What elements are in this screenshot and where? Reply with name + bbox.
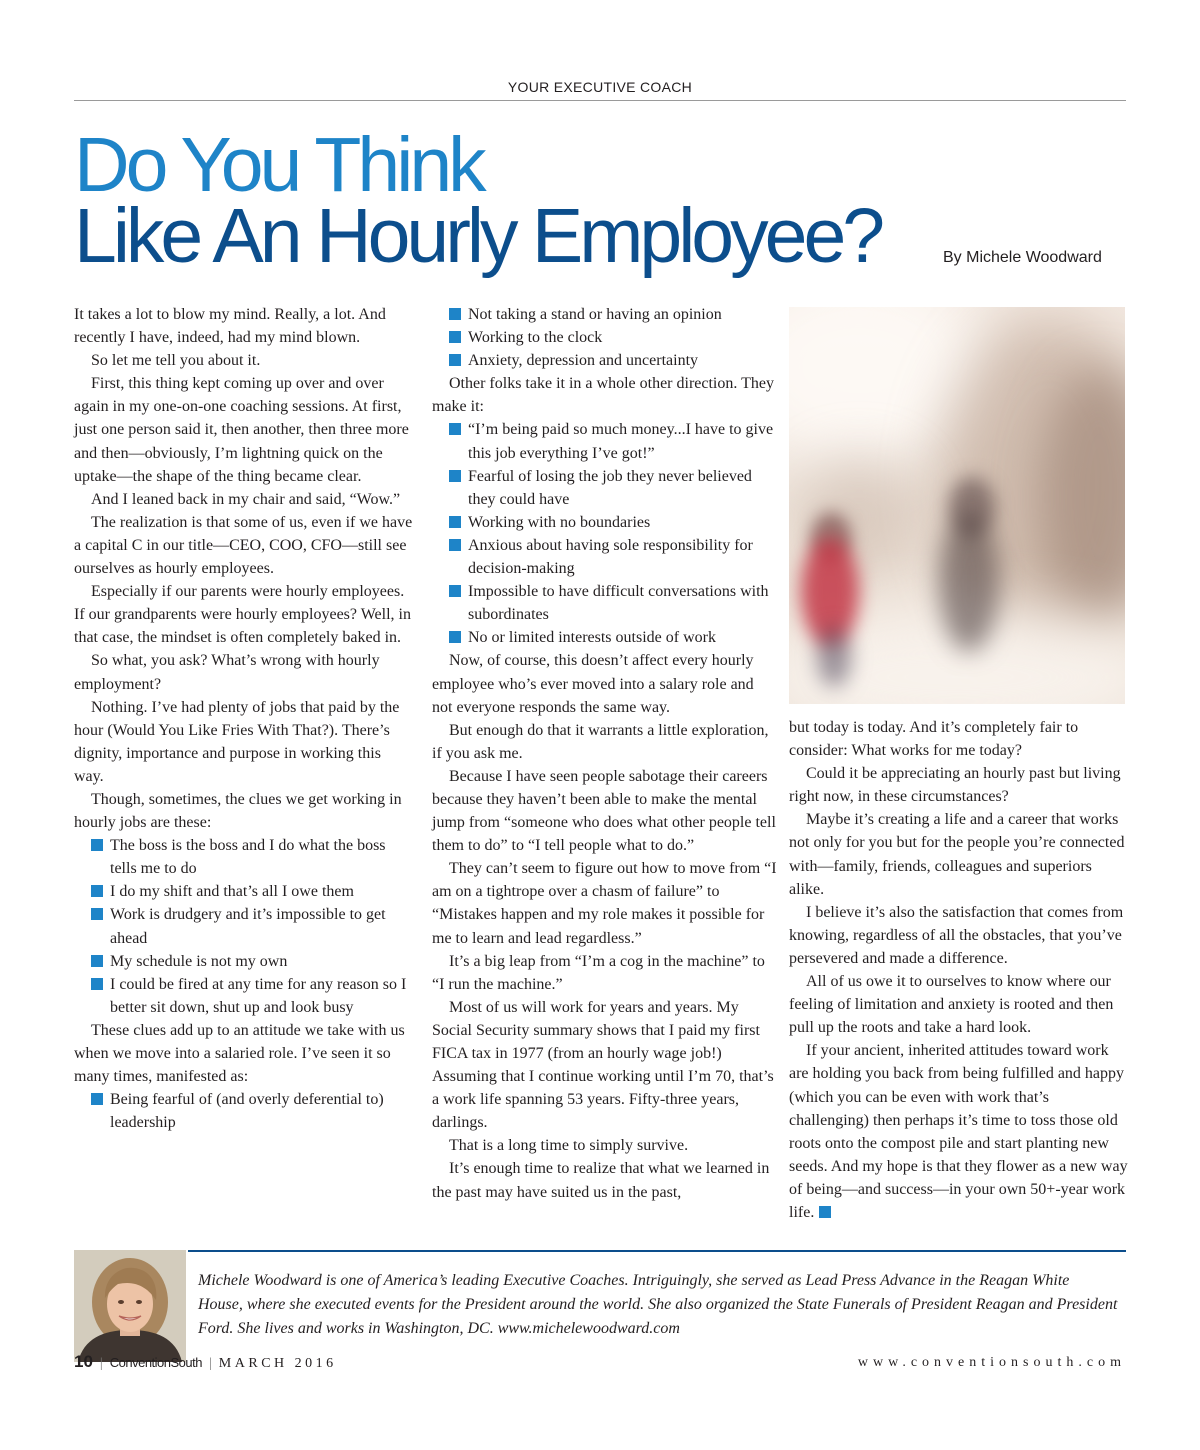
list-item: Work is drudgery and it’s impossible to get ahead [74,903,414,949]
paragraph: It’s enough time to realize that what we learned in the past may have suited us in the past, [432,1160,770,1201]
paragraph: Especially if our parents were hourly employees. If our grandparents were hourly employees? Well, in that case, the mindset is often completely baked in. [74,583,411,647]
website-link[interactable]: www.conventionsouth.com [857,1355,1126,1370]
paragraph: So what, you ask? What’s wrong with hourly employment? [74,652,380,693]
footer-left [74,1352,337,1372]
paragraph: And I leaned back in my chair and said, “Wow.” [91,490,401,508]
paragraph: Now, of course, this doesn’t affect every hourly employee who’s ever moved into a salary role and not everyone responds the same way. [432,652,754,716]
street-photo [789,307,1125,704]
paragraph: Other folks take it in a whole other direction. They make it: [432,375,774,416]
paragraph: The realization is that some of us, even if we have a capital C in our title—CEO, COO, CFO—still see ourselves as hourly employees. [74,513,413,578]
issue-date: MARCH 2016 [218,1356,337,1371]
list-item: Working with no boundaries [432,511,777,534]
list-item: I could be fired at any time for any reason so I better sit down, shut up and look busy [74,973,414,1019]
paragraph: These clues add up to an attitude we take with us when we move into a salaried role. I’ve seen it so many times, manifested as: [74,1021,405,1086]
end-square-icon [819,1206,831,1218]
paragraph: I believe it’s also the satisfaction that comes from knowing, regardless of all the obstacles, that you’ve persevered and made a difference. [789,903,1124,967]
paragraph: All of us owe it to ourselves to know where our feeling of limitation and anxiety is rooted and then pull up the roots and take a hard look. [789,973,1114,1037]
page-number: 10 [74,1352,93,1371]
list-item: I do my shift and that’s all I owe them [74,880,414,903]
footer-separator: | [208,1356,212,1371]
paragraph: Nothing. I’ve had plenty of jobs that paid by the hour (Would You Like Fries With That?). There’s dignity, importance and purpose in working this way. [74,698,400,785]
paragraph: So let me tell you about it. [91,352,261,370]
paragraph: but today is today. And it’s completely fair to consider: What works for me today? [789,719,1079,760]
section-label: YOUR EXECUTIVE COACH [507,79,693,95]
author-portrait [74,1250,186,1362]
bullet-list [74,834,414,1019]
magazine-name: ConventionSouth [109,1355,202,1370]
paragraph: It takes a lot to blow my mind. Really, a lot. And recently I have, indeed, had my mind blown. [74,306,386,347]
list-item: Not taking a stand or having an opinion [432,303,777,326]
paragraph: Though, sometimes, the clues we get working in hourly jobs are these: [74,790,402,832]
title-line-2: Like An Hourly Employee? [74,193,882,279]
list-item: “I’m being paid so much money...I have to give this job everything I’ve got!” [432,418,777,464]
paragraph: It’s a big leap from “I’m a cog in the machine” to “I run the machine.” [432,952,765,993]
author-portrait-illustration [74,1250,186,1362]
list-item: The boss is the boss and I do what the boss tells me to do [74,834,414,880]
article-title [74,122,882,279]
list-item: Working to the clock [432,326,777,349]
list-item: Anxious about having sole responsibility for decision-making [432,534,777,580]
paragraph: That is a long time to simply survive. [449,1137,689,1155]
bullet-list [432,418,777,649]
author-bio: Michele Woodward is one of America’s leading Executive Coaches. Intriguingly, she served as Lead Press Advance in the Reagan White House, where she executed events for the President around the world. She also organized the State Funerals of President Reagan and President Ford. She lives and works in Washington, DC. www.michelewoodward.com [198,1272,1118,1337]
paragraph: But enough do that it warrants a little exploration, if you ask me. [432,721,769,762]
paragraph: They can’t seem to figure out how to move from “I am on a tightrope over a chasm of failure” to “Mistakes happen and my role makes it possible for me to learn and lead regardless.” [432,860,777,947]
paragraph [789,1039,1129,1224]
title-line-1: Do You Think [74,122,483,208]
list-item: Fearful of losing the job they never believed they could have [432,465,777,511]
paragraph: Could it be appreciating an hourly past but living right now, in these circumstances? [789,765,1121,806]
list-item: Being fearful of (and overly deferential to) leadership [74,1088,414,1134]
column-2 [432,303,777,1204]
paragraph-text: If your ancient, inherited attitudes toward work are holding you back from being fulfilled and happy (which you can be even with work that’s challenging) then perhaps it’s time to toss those old roots onto the compost pile and start planting new seeds. And my hope is that they flower as a new way of being—and success—in your own 50+-year work life. [789,1042,1128,1221]
paragraph: Because I have seen people sabotage their careers because they haven’t been able to make the mental jump from “someone who does what other people tell them to do” to “I tell people what to do.” [432,767,776,855]
bullet-list [432,303,777,372]
header-rule [74,100,1126,101]
column-1 [74,303,414,1134]
column-3 [789,716,1129,1224]
bullet-list [74,1088,414,1134]
list-item: No or limited interests outside of work [432,626,777,649]
footer-separator: | [99,1356,103,1371]
paragraph: Most of us will work for years and years. My Social Security summary shows that I paid my first FICA tax in 1977 (from an hourly wage job!) Assuming that I continue working until I’m 70, that’s a work life spanning 53 years. Fifty-three years, darlings. [432,998,774,1132]
list-item: My schedule is not my own [74,950,414,973]
paragraph: Maybe it’s creating a life and a career that works not only for you but for the people you’re connected with—family, friends, colleagues and superiors alike. [789,811,1125,898]
bio-rule [188,1250,1126,1252]
list-item: Anxiety, depression and uncertainty [432,349,777,372]
list-item: Impossible to have difficult conversations with subordinates [432,580,777,626]
paragraph: First, this thing kept coming up over and over again in my one-on-one coaching sessions. At first, just one person said it, then another, then three more and then—obviously, I’m lightning quick on the uptake—the shape of the thing became clear. [74,375,409,485]
byline: By Michele Woodward [943,249,1102,266]
